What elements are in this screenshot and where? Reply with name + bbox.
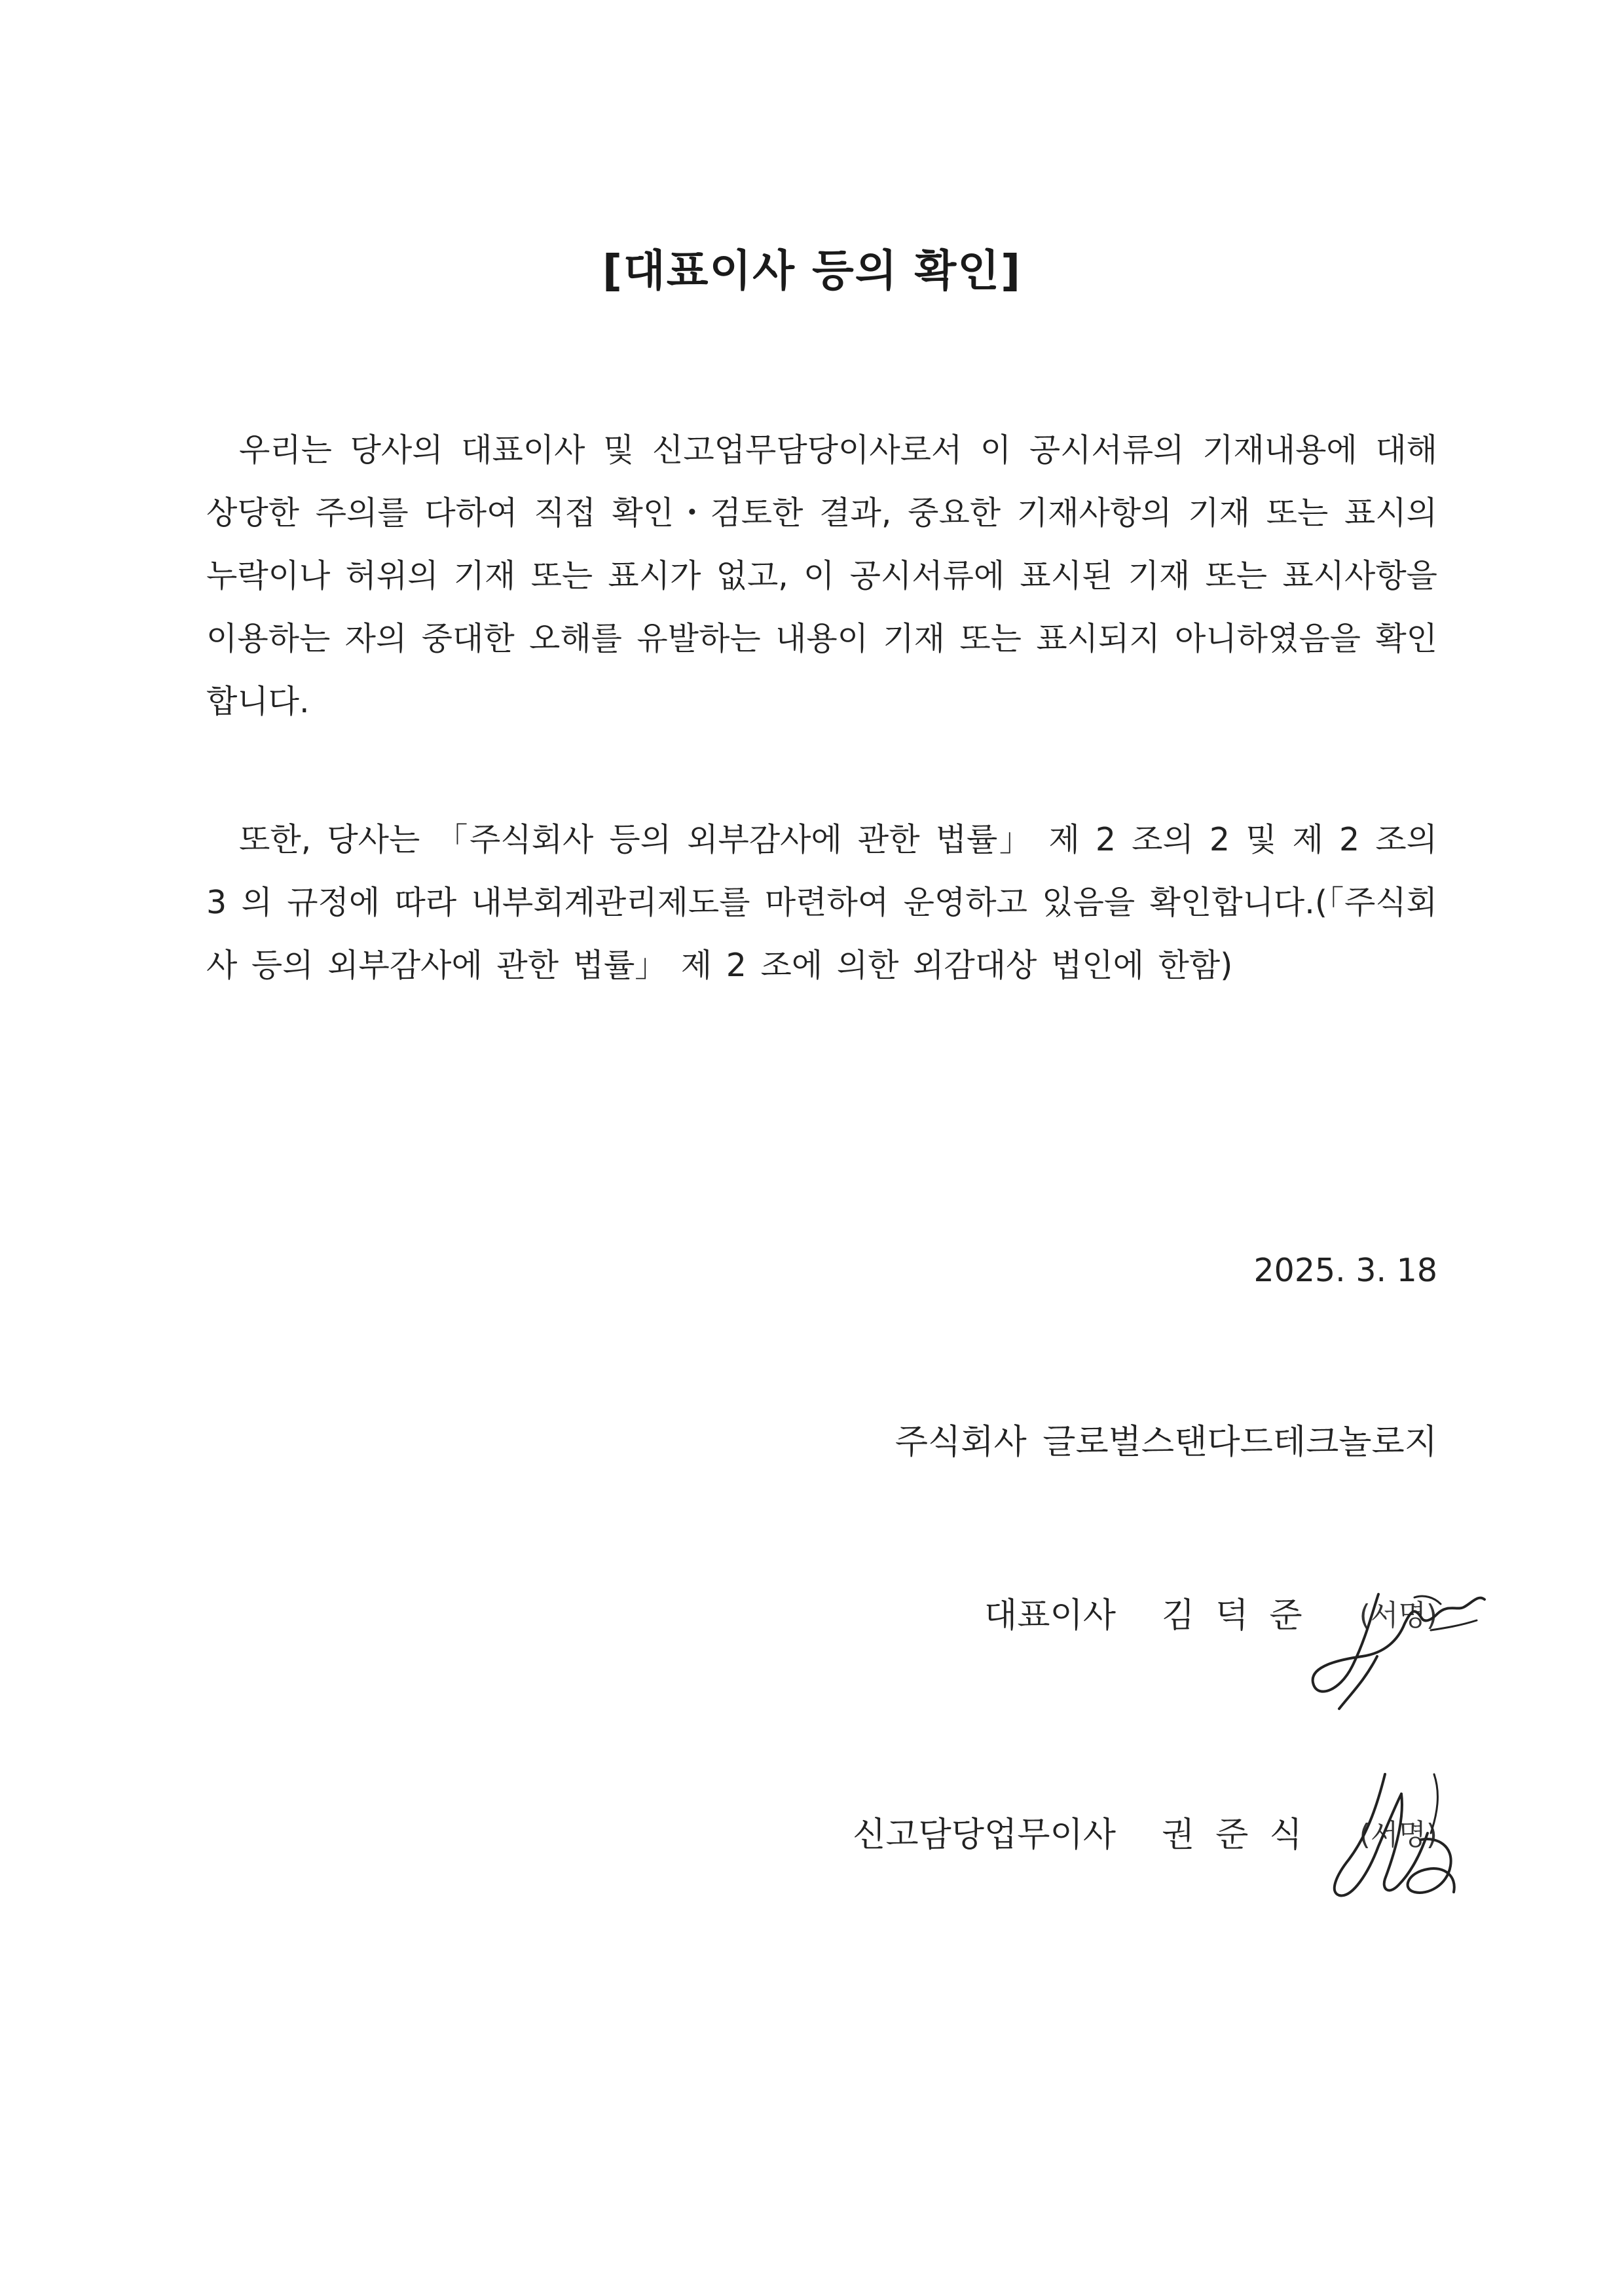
signature-label: (서명)	[1359, 1817, 1437, 1851]
company-name: 주식회사 글로벌스탠다드테크놀로지	[895, 1423, 1437, 1462]
document-title: [대표이사 등의 확인]	[602, 246, 1022, 296]
document-date: 2025. 3. 18	[1253, 1252, 1437, 1289]
confirmation-paragraph: 우리는 당사의 대표이사 및 신고업무담당이사로서 이 공시서류의 기재내용에 대해 상당한 주의를 다하여 직접 확인・검토한 결과, 중요한 기재사항의 기재 또는 표시의 누락이나 허위의 기재 또는 표시가 없고, 이 공시서류에 표시된 기재 또는 표시사항을 이용하는 자의 중대한 오해를 유발하는 내용이 기재 또는 표시되지 아니하였음을 확인합니다.	[206, 431, 1437, 720]
signer-name: 김덕준	[1161, 1596, 1323, 1635]
signer-role: 신고담당업무이사	[853, 1815, 1116, 1855]
signer-role: 대표이사	[984, 1596, 1116, 1635]
signature-label: (서명)	[1359, 1598, 1437, 1632]
signer-row-reporting-officer	[853, 1807, 1437, 1856]
signer-row-ceo	[984, 1588, 1437, 1637]
internal-control-paragraph: 또한, 당사는 「주식회사 등의 외부감사에 관한 법률」 제 2 조의 2 및 제 2 조의 3 의 규정에 따라 내부회계관리제도를 마련하여 운영하고 있음을 확인합니다.(「주식회사 등의 외부감사에 관한 법률」 제 2 조에 의한 외감대상 법인에 한함)	[206, 821, 1437, 984]
signer-name: 권준식	[1161, 1815, 1323, 1855]
